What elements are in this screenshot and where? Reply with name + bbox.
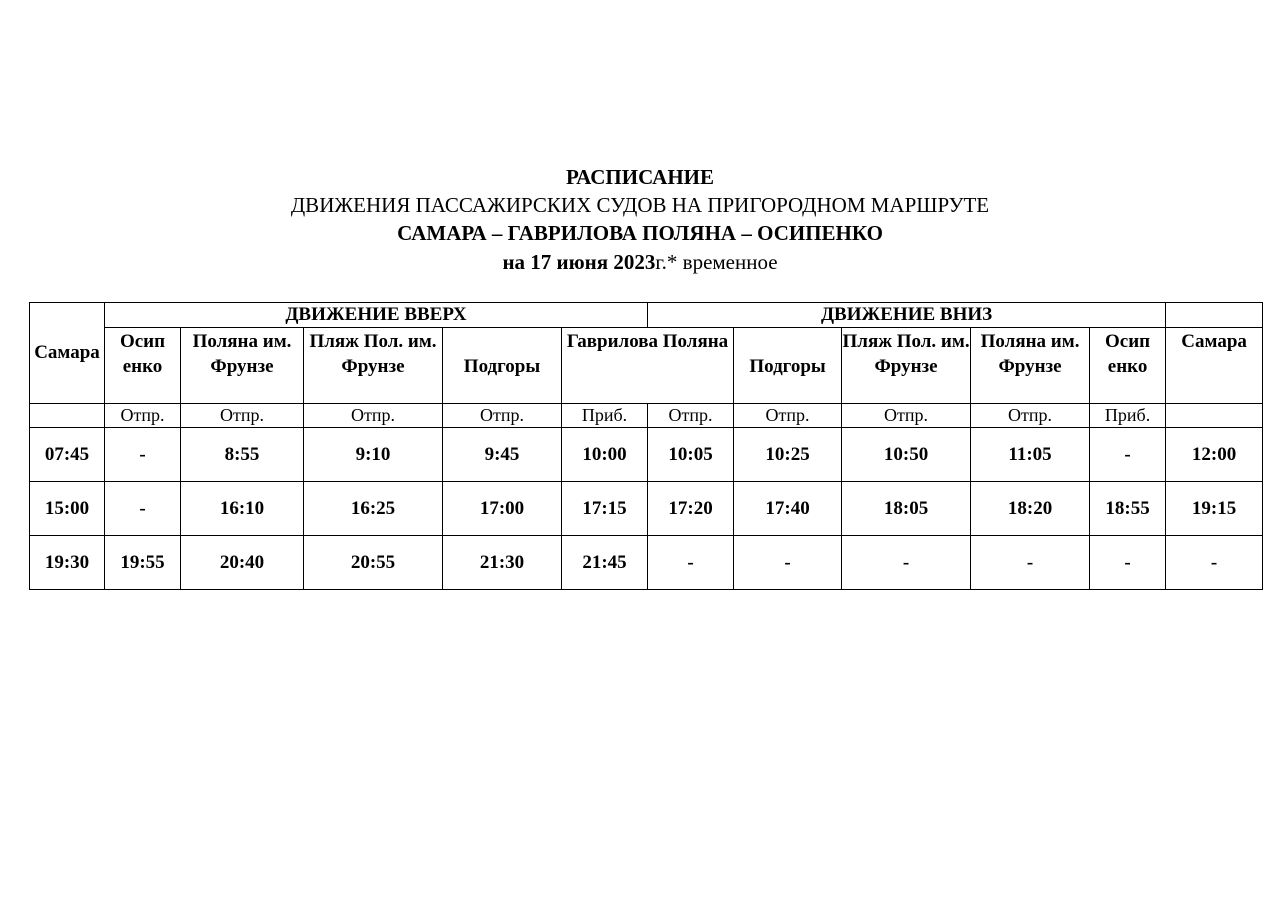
time-cell: 9:45	[443, 428, 562, 482]
time-cell: 11:05	[971, 428, 1090, 482]
date-bold: на 17 июня 2023	[502, 250, 656, 274]
group-header-row	[30, 303, 1263, 328]
time-cell: 17:00	[443, 482, 562, 536]
action-header: Отпр.	[842, 404, 971, 428]
stops-header-row	[30, 328, 1263, 404]
time-cell: 8:55	[181, 428, 304, 482]
action-header: Отпр.	[648, 404, 734, 428]
time-cell: 17:40	[734, 482, 842, 536]
time-cell: 17:20	[648, 482, 734, 536]
stop-header: Поляна им. Фрунзе	[181, 328, 304, 404]
time-cell: 21:45	[562, 536, 648, 590]
time-cell: 10:50	[842, 428, 971, 482]
stop-header: Самара	[1166, 328, 1263, 404]
action-header: Приб.	[562, 404, 648, 428]
header-samara-start: Самара	[30, 303, 105, 404]
time-cell: 19:30	[30, 536, 105, 590]
route-name: САМАРА – ГАВРИЛОВА ПОЛЯНА – ОСИПЕНКО	[397, 221, 883, 245]
table-row	[30, 482, 1263, 536]
time-cell: 16:25	[304, 482, 443, 536]
time-cell: 20:40	[181, 536, 304, 590]
time-cell: 10:05	[648, 428, 734, 482]
stop-header: Подгоры	[443, 328, 562, 404]
time-cell: -	[105, 482, 181, 536]
time-cell: 17:15	[562, 482, 648, 536]
schedule-subtitle: ДВИЖЕНИЯ ПАССАЖИРСКИХ СУДОВ НА ПРИГОРОДНОМ МАРШРУТЕ	[290, 193, 990, 217]
action-header: Отпр.	[105, 404, 181, 428]
time-cell: 18:05	[842, 482, 971, 536]
group-empty-header	[1166, 303, 1263, 328]
time-cell: 12:00	[1166, 428, 1263, 482]
time-cell: 16:10	[181, 482, 304, 536]
group-down-header: ДВИЖЕНИЕ ВНИЗ	[648, 303, 1166, 328]
stop-header: Осип енко	[105, 328, 181, 404]
time-cell: -	[1166, 536, 1263, 590]
stop-header: Пляж Пол. им. Фрунзе	[304, 328, 443, 404]
action-header-empty	[1166, 404, 1263, 428]
stop-header: Поляна им. Фрунзе	[971, 328, 1090, 404]
action-header: Отпр.	[181, 404, 304, 428]
time-cell: 18:55	[1090, 482, 1166, 536]
time-cell: 18:20	[971, 482, 1090, 536]
time-cell: 19:55	[105, 536, 181, 590]
schedule-title: РАСПИСАНИЕ	[565, 165, 715, 189]
time-cell: -	[1090, 536, 1166, 590]
action-header: Приб.	[1090, 404, 1166, 428]
time-cell: -	[971, 536, 1090, 590]
time-cell: -	[734, 536, 842, 590]
time-cell: 10:00	[562, 428, 648, 482]
time-cell: -	[105, 428, 181, 482]
time-cell: 21:30	[443, 536, 562, 590]
time-cell: 19:15	[1166, 482, 1263, 536]
group-up-header: ДВИЖЕНИЕ ВВЕРХ	[105, 303, 648, 328]
time-cell: 9:10	[304, 428, 443, 482]
date-note: г.* временное	[655, 250, 778, 274]
time-cell: 10:25	[734, 428, 842, 482]
table-row	[30, 428, 1263, 482]
time-cell: -	[648, 536, 734, 590]
schedule-table	[29, 302, 1263, 590]
schedule-date	[0, 250, 1280, 274]
action-header: Отпр.	[734, 404, 842, 428]
time-cell: -	[842, 536, 971, 590]
stop-header: Осип енко	[1090, 328, 1166, 404]
time-cell: -	[1090, 428, 1166, 482]
action-header: Отпр.	[971, 404, 1090, 428]
stop-header: Пляж Пол. им. Фрунзе	[842, 328, 971, 404]
table-row	[30, 536, 1263, 590]
time-cell: 07:45	[30, 428, 105, 482]
stop-header: Подгоры	[734, 328, 842, 404]
time-cell: 15:00	[30, 482, 105, 536]
stop-header: Гаврилова Поляна	[562, 328, 734, 404]
action-header-empty	[30, 404, 105, 428]
action-header: Отпр.	[443, 404, 562, 428]
time-cell: 20:55	[304, 536, 443, 590]
action-header: Отпр.	[304, 404, 443, 428]
action-header-row	[30, 404, 1263, 428]
